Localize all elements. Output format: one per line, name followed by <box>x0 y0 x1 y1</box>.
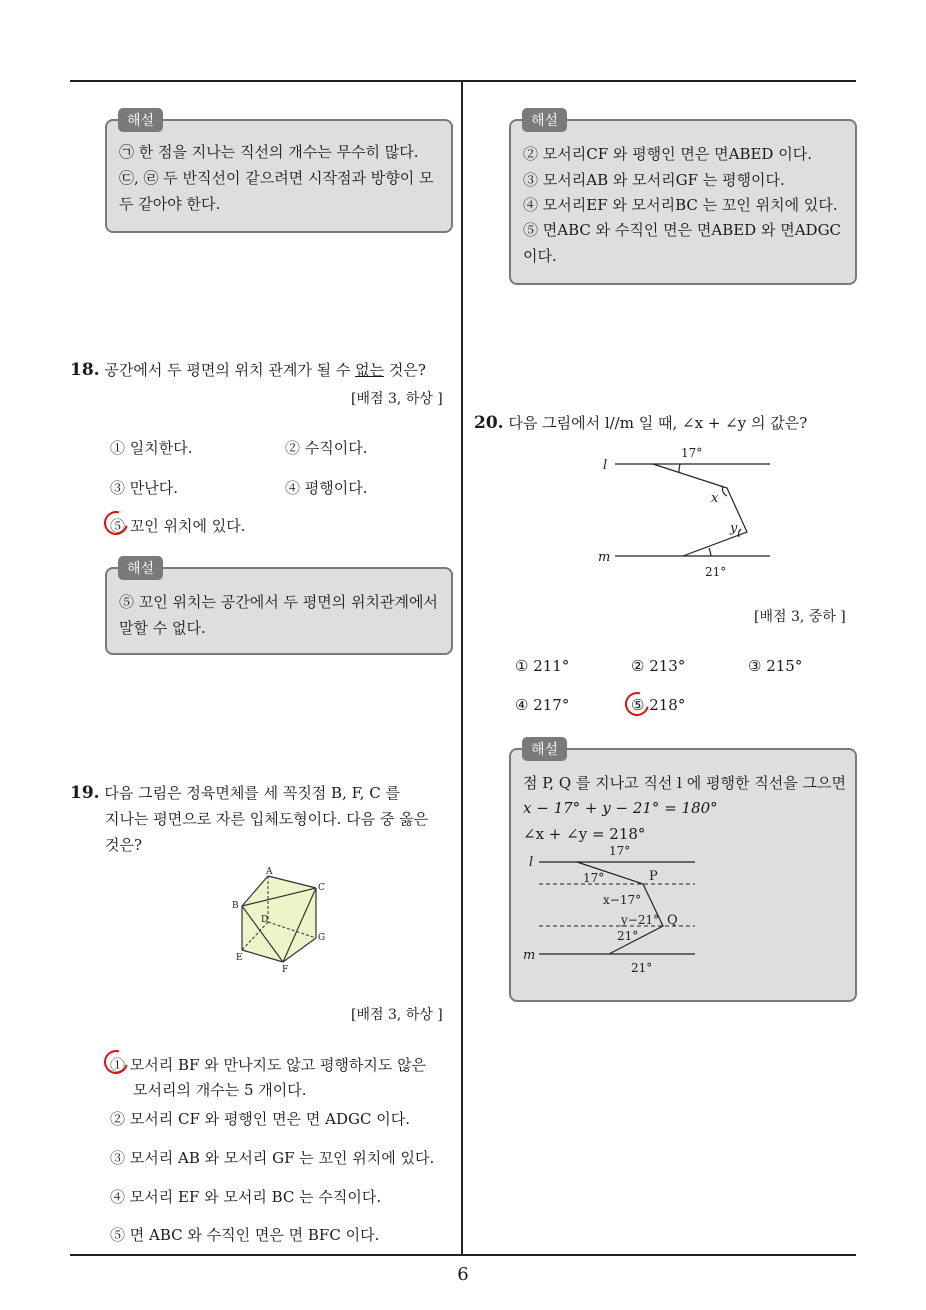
question-18 <box>70 359 426 380</box>
angle-label-17-alt: 17° <box>583 871 605 885</box>
angle-label-21-bottom: 21° <box>631 961 653 975</box>
question-number: 18. <box>70 360 100 380</box>
question-text-line: 것은? <box>105 836 143 854</box>
answer-mark-circle <box>621 688 654 721</box>
line-label-l: l <box>529 855 534 870</box>
question-text-line: 지나는 평면으로 자른 입체도형이다. 다음 중 옳은 <box>105 810 429 828</box>
option-1-continued: 모서리의 개수는 5 개이다. <box>133 1081 307 1099</box>
score-label: [배점 3, 하상 ] <box>351 391 443 407</box>
angle-x-label: x <box>711 491 719 506</box>
explanation-line: x − 17° + y − 21° = 180° <box>523 799 718 817</box>
parallel-lines-figure <box>595 440 775 580</box>
question-text: 다음 그림은 정육면체를 세 꼭짓점 B, F, C 를 <box>104 784 400 802</box>
bottom-angle-label: 21° <box>705 565 727 579</box>
explanation-box-18 <box>105 567 453 655</box>
option-5[interactable]: ⑤ 면 ABC 와 수직인 면은 면 BFC 이다. <box>110 1226 380 1244</box>
top-rule <box>70 80 856 82</box>
page-number: 6 <box>457 1264 469 1285</box>
explanation-tag: 해설 <box>118 556 163 580</box>
question-text: 공간에서 두 평면의 위치 관계가 될 수 <box>104 361 356 379</box>
question-20 <box>474 412 807 433</box>
score-label: [배점 3, 하상 ] <box>351 1007 443 1023</box>
bottom-rule <box>70 1254 856 1256</box>
vertex-label-d: D <box>261 915 269 925</box>
line-label-l: l <box>603 458 608 473</box>
explanation-line: ⑤ 꼬인 위치는 공간에서 두 평면의 위치관계에서 <box>119 593 438 611</box>
explanation-tag: 해설 <box>522 108 567 132</box>
explanation-box-19 <box>509 119 857 285</box>
cube-figure <box>228 866 338 976</box>
explanation-line: 말할 수 없다. <box>119 619 206 637</box>
point-label-p: P <box>649 869 658 884</box>
explanation-tag: 해설 <box>118 108 163 132</box>
question-number: 20. <box>474 413 504 433</box>
top-angle-label: 17° <box>681 446 703 460</box>
question-underlined: 없는 <box>355 361 385 379</box>
vertex-label-e: E <box>236 953 243 963</box>
explanation-line: ④ 모서리EF 와 모서리BC 는 꼬인 위치에 있다. <box>523 196 838 214</box>
explanation-line: ② 모서리CF 와 평행인 면은 면ABED 이다. <box>523 145 812 163</box>
question-number: 19. <box>70 783 100 803</box>
option-4[interactable]: ④ 모서리 EF 와 모서리 BC 는 수직이다. <box>110 1188 382 1206</box>
question-text: 다음 그림에서 l//m 일 때, ∠x + ∠y 의 값은? <box>508 414 808 432</box>
vertex-label-b: B <box>232 901 239 911</box>
explanation-line: 이다. <box>523 247 557 265</box>
angle-label-21-alt: 21° <box>617 929 639 943</box>
question-19 <box>70 782 400 803</box>
vertex-label-g: G <box>318 933 326 943</box>
option-5[interactable]: ⑤ 꼬인 위치에 있다. <box>110 517 246 535</box>
angle-label-y-minus-21: y−21° <box>621 913 660 927</box>
question-text-end: 것은? <box>384 361 426 379</box>
explanation-line: ㉢, ㉣ 두 반직선이 같으려면 시작점과 방향이 모 <box>119 169 434 187</box>
explanation-tag: 해설 <box>522 737 567 761</box>
angle-label-x-minus-17: x−17° <box>603 893 642 907</box>
vertex-label-c: C <box>318 883 325 893</box>
vertex-label-f: F <box>282 965 289 975</box>
angle-label-17-top: 17° <box>609 844 631 858</box>
option-2[interactable]: ② 모서리 CF 와 평행인 면은 면 ADGC 이다. <box>110 1110 410 1128</box>
line-label-m: m <box>598 550 611 565</box>
option-3[interactable]: ③ 모서리 AB 와 모서리 GF 는 꼬인 위치에 있다. <box>110 1149 435 1167</box>
option-2[interactable]: ② 213° <box>631 657 686 675</box>
option-5[interactable]: ⑤ 218° <box>631 696 686 714</box>
column-divider <box>461 80 463 1256</box>
option-2[interactable]: ② 수직이다. <box>285 439 368 457</box>
score-label: [배점 3, 중하 ] <box>754 609 846 625</box>
option-4[interactable]: ④ 평행이다. <box>285 479 368 497</box>
explanation-line: ∠x + ∠y = 218° <box>523 825 646 843</box>
explanation-line: 두 같아야 한다. <box>119 195 221 213</box>
option-1[interactable]: ① 모서리 BF 와 만나지도 않고 평행하지도 않은 <box>110 1056 427 1074</box>
option-3[interactable]: ③ 만난다. <box>110 479 179 497</box>
option-1[interactable]: ① 일치한다. <box>110 439 193 457</box>
explanation-box-20 <box>509 748 857 1002</box>
explanation-line: ⑤ 면ABC 와 수직인 면은 면ABED 와 면ADGC <box>523 221 842 239</box>
option-1[interactable]: ① 211° <box>515 657 570 675</box>
vertex-label-a: A <box>266 867 273 877</box>
angle-y-label: y <box>730 521 738 536</box>
option-4[interactable]: ④ 217° <box>515 696 570 714</box>
option-3[interactable]: ③ 215° <box>748 657 803 675</box>
explanation-box-17 <box>105 119 453 233</box>
explanation-line: 점 P, Q 를 지나고 직선 l 에 평행한 직선을 그으면 <box>523 774 846 792</box>
explanation-line: ㉠ 한 점을 지나는 직선의 개수는 무수히 많다. <box>119 143 419 161</box>
line-label-m: m <box>523 948 536 963</box>
explanation-figure <box>517 844 717 984</box>
point-label-q: Q <box>667 913 678 928</box>
explanation-line: ③ 모서리AB 와 모서리GF 는 평행이다. <box>523 171 785 189</box>
